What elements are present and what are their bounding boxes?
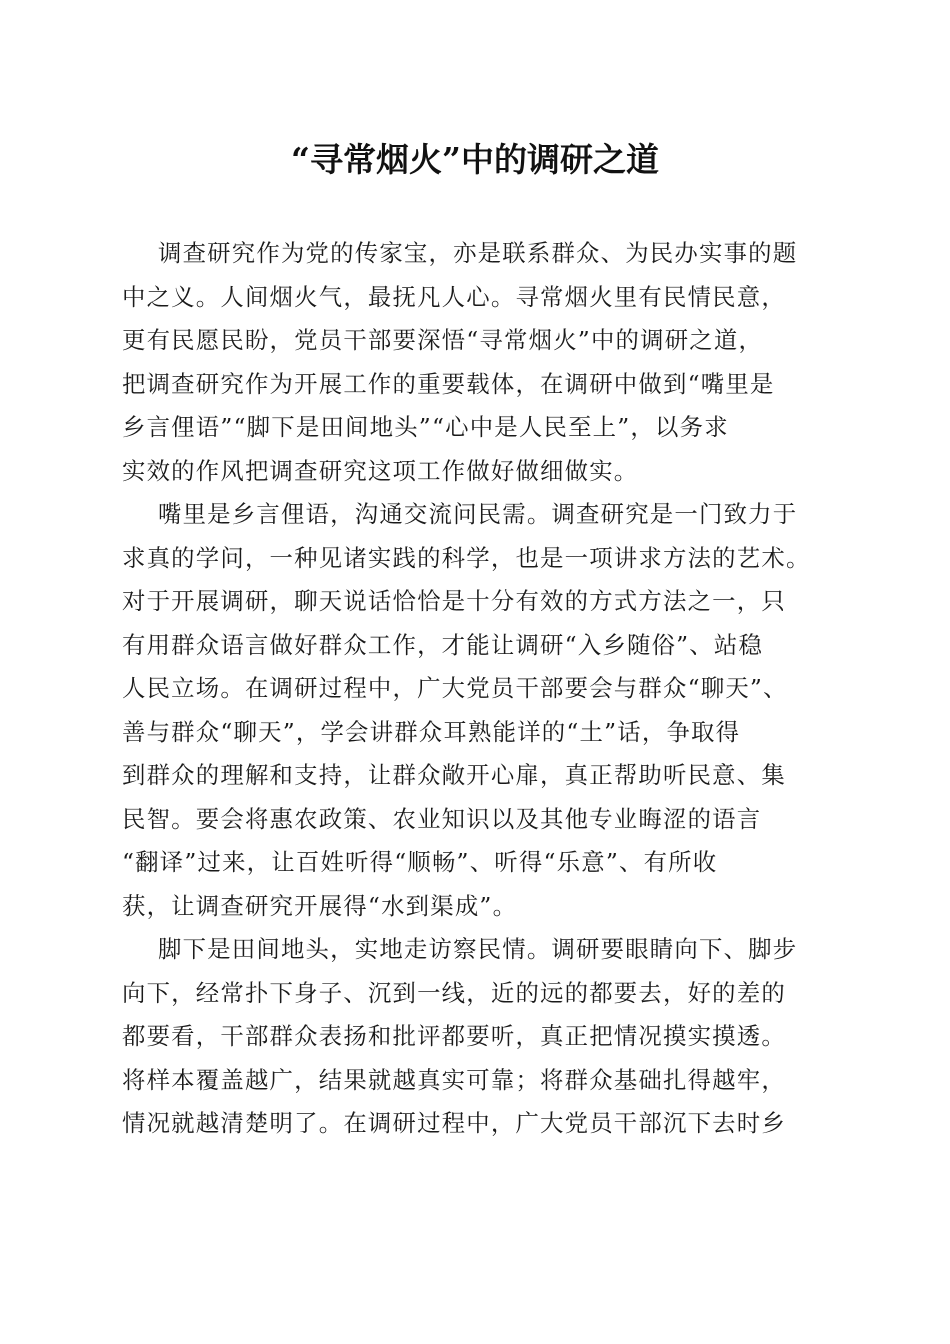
- text-line: 有用群众语言做好群众工作，才能让调研“入乡随俗”、站稳: [122, 630, 764, 659]
- paragraph: [122, 232, 834, 493]
- text-line: 中之义。人间烟火气，最抚凡人心。寻常烟火里有民情民意，: [122, 282, 786, 311]
- text-line: 更有民愿民盼，党员干部要深悟“寻常烟火”中的调研之道，: [122, 326, 764, 354]
- paragraph: [122, 493, 834, 928]
- text-line: 人民立场。在调研过程中，广大党员干部要会与群众“聊天”、: [122, 674, 788, 702]
- text-line: 实效的作风把调查研究这项工作做好做细做实。: [122, 456, 639, 485]
- text-line: 把调查研究作为开展工作的重要载体，在调研中做到“嘴里是: [122, 369, 775, 398]
- text-line: 到群众的理解和支持，让群众敞开心扉，真正帮助听民意、集: [122, 761, 786, 789]
- text-line: 情况就越清楚明了。在调研过程中，广大党员干部沉下去时乡: [122, 1109, 786, 1137]
- text-line: 脚下是田间地头，实地走访察民情。调研要眼睛向下、脚步: [158, 935, 798, 963]
- text-line: “翻译”过来，让百姓听得“顺畅”、听得“乐意”、有所收: [122, 848, 718, 876]
- text-line: 将样本覆盖越广，结果就越真实可靠；将群众基础扎得越牢，: [122, 1065, 786, 1094]
- text-line: 向下，经常扑下身子、沉到一线，近的远的都要去，好的差的: [122, 978, 786, 1007]
- document-body: [122, 232, 834, 1146]
- text-line: 民智。要会将惠农政策、农业知识以及其他专业晦涩的语言: [122, 804, 762, 833]
- text-line: 乡言俚语”“脚下是田间地头”“心中是人民至上”，以务求: [122, 413, 729, 441]
- text-line: 都要看，干部群众表扬和批评都要听，真正把情况摸实摸透。: [122, 1022, 786, 1050]
- text-line: 获，让调查研究开展得“水到渠成”。: [122, 891, 518, 920]
- text-line: 调查研究作为党的传家宝，亦是联系群众、为民办实事的题: [158, 239, 798, 267]
- text-line: 对于开展调研，聊天说话恰恰是十分有效的方式方法之一，只: [122, 587, 786, 615]
- text-line: 善与群众“聊天”，学会讲群众耳熟能详的“土”话，争取得: [122, 717, 741, 746]
- paragraph: [122, 928, 834, 1146]
- document-title: “寻常烟火”中的调研之道: [291, 140, 659, 179]
- text-line: 求真的学问，一种见诸实践的科学，也是一项讲求方法的艺术。: [122, 543, 811, 572]
- text-line: 嘴里是乡言俚语，沟通交流问民需。调查研究是一门致力于: [158, 500, 798, 528]
